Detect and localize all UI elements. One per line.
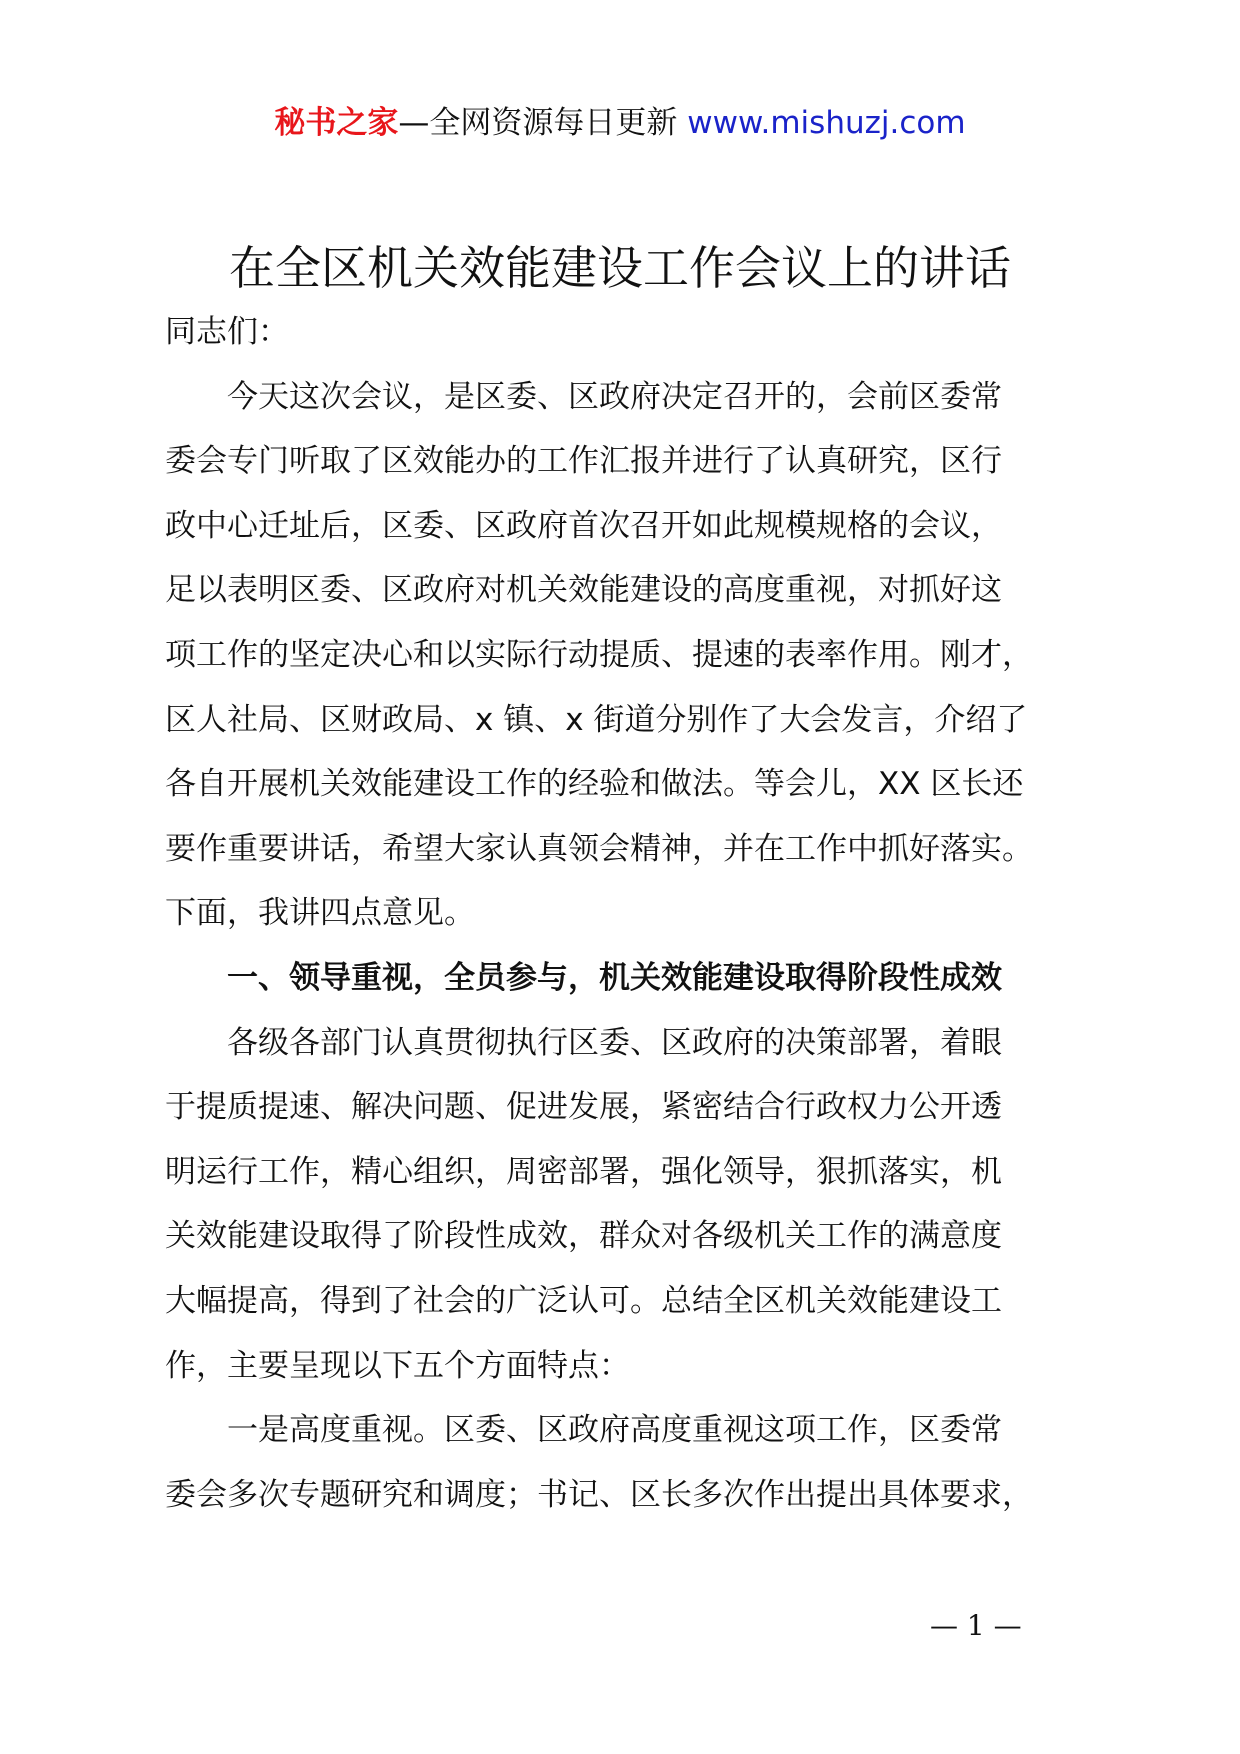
document-body: [165, 300, 1100, 1527]
body-line: 作，主要呈现以下五个方面特点：: [165, 1347, 630, 1384]
body-line: 各级各部门认真贯彻执行区委、区政府的决策部署，着眼: [165, 1024, 1002, 1061]
document-title: 在全区机关效能建设工作会议上的讲话: [229, 241, 1011, 295]
section-heading: 一、领导重视，全员参与，机关效能建设取得阶段性成效: [165, 959, 1002, 996]
brand-name: 秘书之家: [274, 105, 399, 141]
body-line: 各自开展机关效能建设工作的经验和做法。等会儿，XX 区长还: [165, 766, 1024, 803]
body-line: 项工作的坚定决心和以实际行动提质、提速的表率作用。刚才，: [165, 636, 1033, 673]
body-line: 委会专门听取了区效能办的工作汇报并进行了认真研究，区行: [165, 443, 1002, 480]
body-line: 今天这次会议，是区委、区政府决定召开的，会前区委常: [165, 378, 1002, 415]
body-line: 足以表明区委、区政府对机关效能建设的高度重视，对抓好这: [165, 572, 1002, 609]
body-line: 一是高度重视。区委、区政府高度重视这项工作，区委常: [165, 1412, 1002, 1449]
body-line: 区人社局、区财政局、x 镇、x 街道分别作了大会发言，介绍了: [165, 701, 1028, 738]
site-header: [0, 100, 1240, 146]
body-line: 大幅提高，得到了社会的广泛认可。总结全区机关效能建设工: [165, 1282, 1002, 1319]
body-line: 于提质提速、解决问题、促进发展，紧密结合行政权力公开透: [165, 1089, 1002, 1126]
site-url-link[interactable]: www.mishuzj.com: [687, 105, 966, 141]
body-line: 要作重要讲话，希望大家认真领会精神，并在工作中抓好落实。: [165, 830, 1033, 867]
header-tagline: —全网资源每日更新: [398, 105, 688, 141]
page-number: — 1 —: [930, 1609, 1022, 1642]
body-line: 委会多次专题研究和调度；书记、区长多次作出提出具体要求，: [165, 1476, 1033, 1513]
salutation: 同志们：: [165, 314, 289, 350]
body-line: 关效能建设取得了阶段性成效，群众对各级机关工作的满意度: [165, 1218, 1002, 1255]
body-line: 下面，我讲四点意见。: [165, 895, 475, 932]
body-line: 明运行工作，精心组织，周密部署，强化领导，狠抓落实，机: [165, 1153, 1002, 1190]
body-line: 政中心迁址后，区委、区政府首次召开如此规模规格的会议，: [165, 507, 1002, 544]
